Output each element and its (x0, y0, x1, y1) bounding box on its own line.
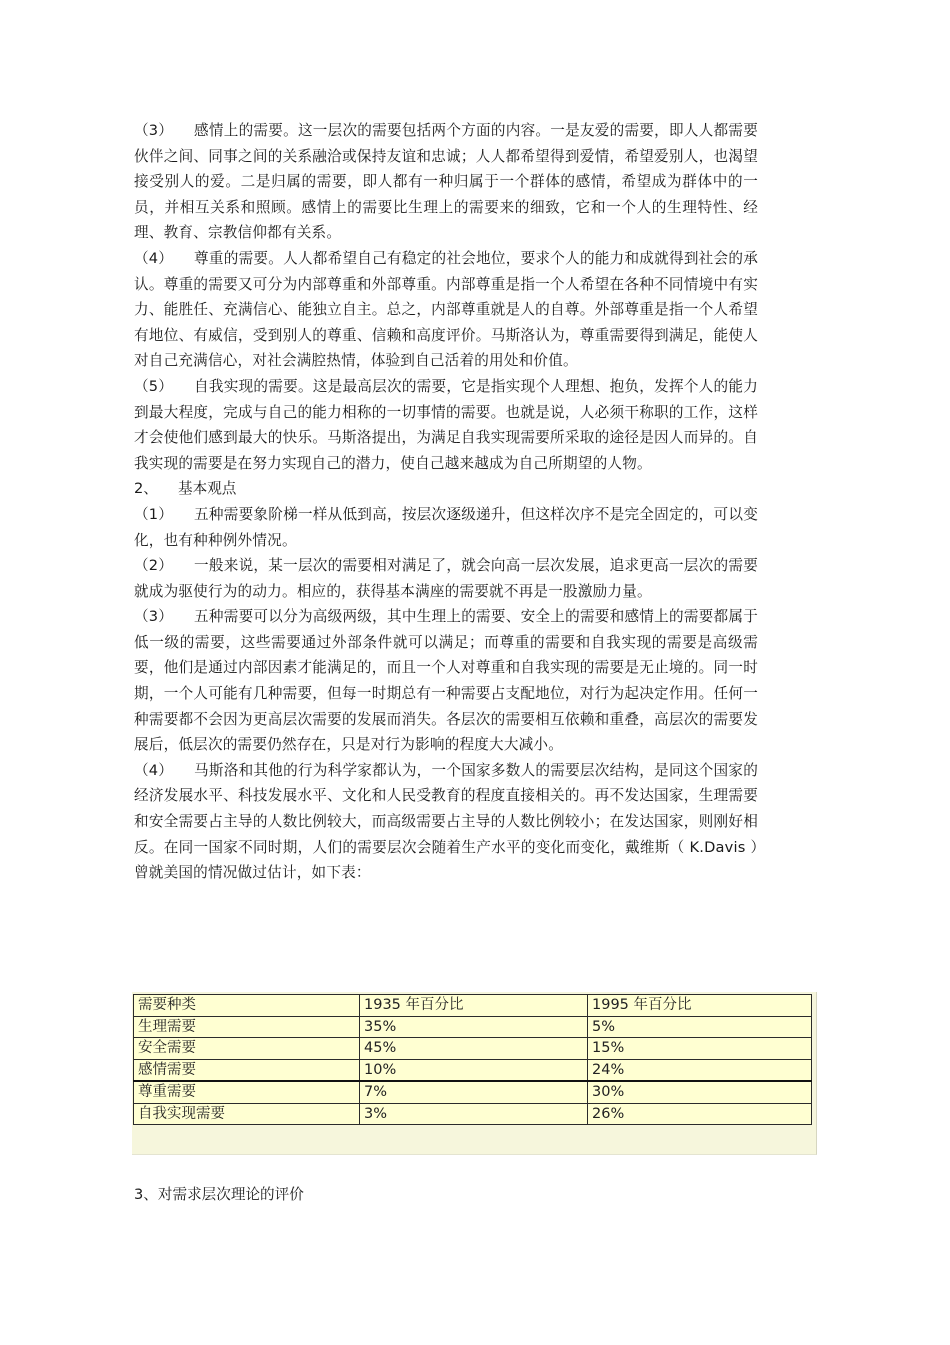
table-cell: 10% (360, 1059, 588, 1081)
paragraph-4-esteem: （4） 尊重的需要。人人都希望自己有稳定的社会地位，要求个人的能力和成就得到社会的承认。尊重的需要又可分为内部尊重和外部尊重。内部尊重是指一个人希望在各种不同情境中有实力、能胜任、充满信心、能独立自主。总之，内部尊重就是人的自尊。外部尊重是指一个人希望有地位、有威信，受到别人的尊重、信赖和高度评价。马斯洛认为，尊重需要得到满足，能使人对自己充满信心，对社会满腔热情，体验到自己活着的用处和价值。 (134, 249, 758, 370)
needs-percentage-table (133, 994, 812, 1125)
table-cell: 24% (588, 1059, 812, 1081)
table-header-cell: 1935 年百分比 (360, 995, 588, 1017)
table-cell: 3% (360, 1103, 588, 1125)
needs-table-container (132, 992, 817, 1155)
table-cell: 感情需要 (134, 1059, 360, 1081)
table-cell: 自我实现需要 (134, 1103, 360, 1125)
table-header-cell: 需要种类 (134, 995, 360, 1017)
table-row (134, 1016, 812, 1038)
table-row (134, 1103, 812, 1125)
table-cell: 15% (588, 1038, 812, 1060)
section-2-heading: 2、 基本观点 (134, 480, 237, 498)
body-text (134, 118, 758, 886)
table-row (134, 1059, 812, 1081)
table-cell: 35% (360, 1016, 588, 1038)
paragraph-3-affection: （3） 感情上的需要。这一层次的需要包括两个方面的内容。一是友爱的需要，即人人都需要伙伴之间、同事之间的关系融洽或保持友谊和忠诚；人人都希望得到爱情，希望爱别人，也渴望接受别人的爱。二是归属的需要，即人都有一种归属于一个群体的感情，希望成为群体中的一员，并相互关系和照顾。感情上的需要比生理上的需要来的细致，它和一个人的生理特性、经理、教育、宗教信仰都有关系。 (134, 122, 758, 242)
table-cell: 5% (588, 1016, 812, 1038)
table-cell: 7% (360, 1081, 588, 1103)
table-cell: 30% (588, 1081, 812, 1103)
table-cell: 45% (360, 1038, 588, 1060)
table-cell: 安全需要 (134, 1038, 360, 1060)
table-row (134, 1038, 812, 1060)
basic-point-1: （1） 五种需要象阶梯一样从低到高，按层次逐级递升，但这样次序不是完全固定的，可以变化，也有种种例外情况。 (134, 505, 758, 549)
table-cell: 尊重需要 (134, 1081, 360, 1103)
paragraph-5-self-actualization: （5） 自我实现的需要。这是最高层次的需要，它是指实现个人理想、抱负，发挥个人的能力到最大程度，完成与自己的能力相称的一切事情的需要。也就是说，人必须干称职的工作，这样才会使他们感到最大的快乐。马斯洛提出，为满足自我实现需要所采取的途径是因人而异的。自我实现的需要是在努力实现自己的潜力，使自己越来越成为自己所期望的人物。 (134, 377, 758, 472)
table-header-cell: 1995 年百分比 (588, 995, 812, 1017)
basic-point-4: （4） 马斯洛和其他的行为科学家都认为，一个国家多数人的需要层次结构，是同这个国家的经济发展水平、科技发展水平、文化和人民受教育的程度直接相关的。再不发达国家，生理需要和安全需要占主导的人数比例较大，而高级需要占主导的人数比例较小；在发达国家，则刚好相反。在同一国家不同时期，人们的需要层次会随着生产水平的变化而变化，戴维斯（ K.Davis ）曾就美国的情况做过估计，如下表： (134, 761, 758, 882)
table-cell: 生理需要 (134, 1016, 360, 1038)
table-cell: 26% (588, 1103, 812, 1125)
basic-point-3: （3） 五种需要可以分为高级两级，其中生理上的需要、安全上的需要和感情上的需要都属于低一级的需要，这些需要通过外部条件就可以满足；而尊重的需要和自我实现的需要是高级需要，他们是通过内部因素才能满足的，而且一个人对尊重和自我实现的需要是无止境的。同一时期，一个人可能有几种需要，但每一时期总有一种需要占支配地位，对行为起决定作用。任何一种需要都不会因为更高层次需要的发展而消失。各层次的需要相互依赖和重叠，高层次的需要发展后，低层次的需要仍然存在，只是对行为影响的程度大大减小。 (134, 608, 758, 754)
basic-point-2: （2） 一般来说，某一层次的需要相对满足了，就会向高一层次发展，追求更高一层次的需要就成为驱使行为的动力。相应的，获得基本满座的需要就不再是一股激励力量。 (134, 557, 758, 600)
table-row (134, 1081, 812, 1103)
table-header-row (134, 995, 812, 1017)
section-3-heading: 3、对需求层次理论的评价 (134, 1186, 304, 1203)
